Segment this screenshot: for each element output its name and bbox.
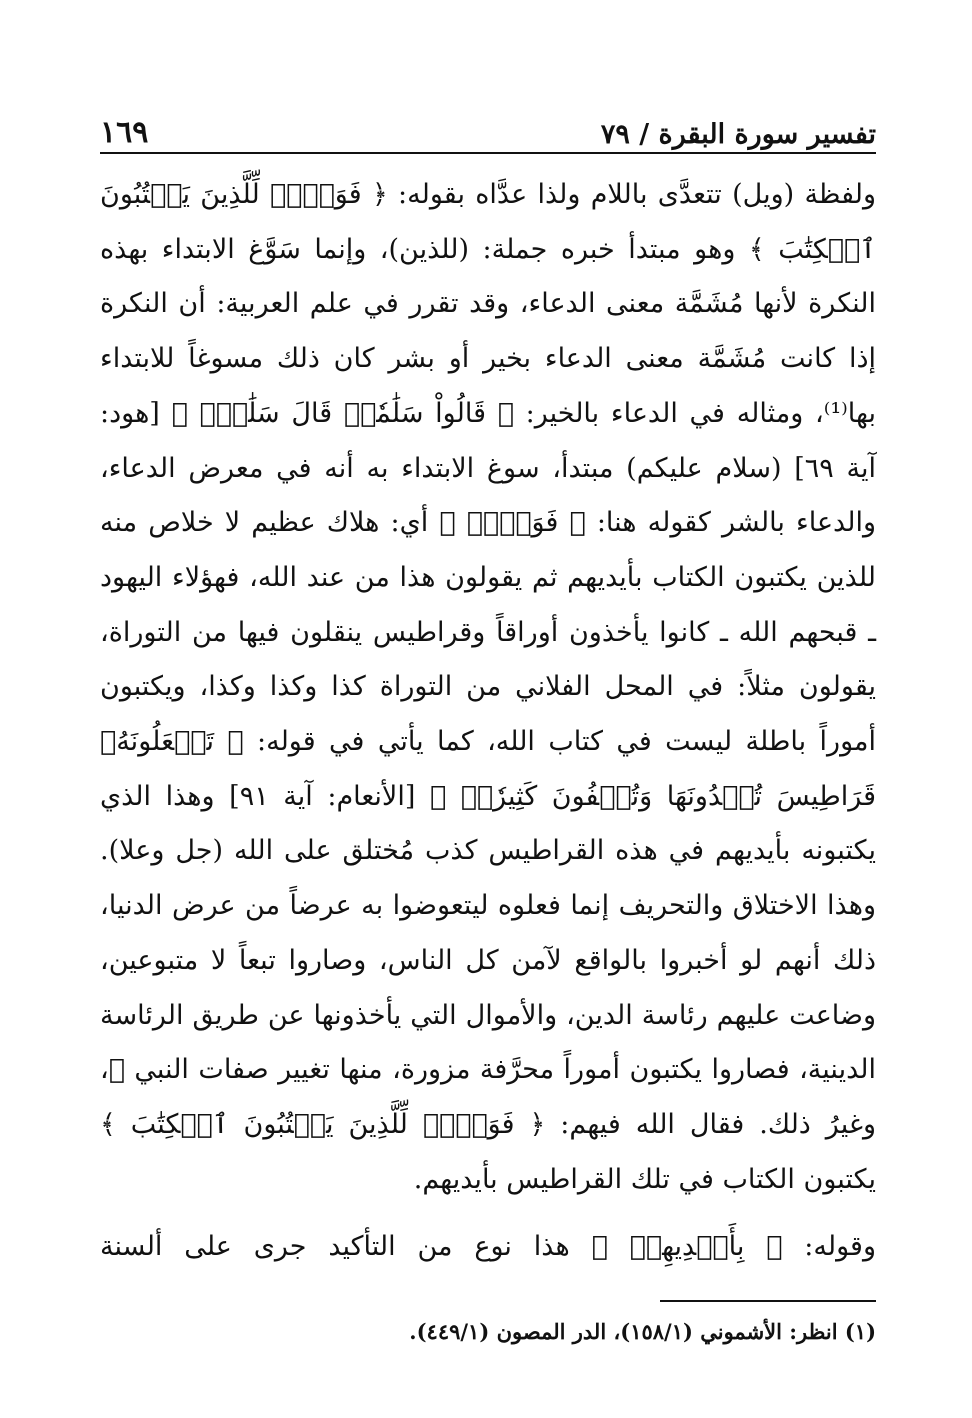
main-text bbox=[100, 168, 876, 1207]
paragraph-2: وقوله: ﴿ بِأَيۡدِيهِمۡ ﴾ هذا نوع من التأكيد جرى على ألسنة bbox=[100, 1231, 876, 1262]
page-header bbox=[100, 98, 876, 154]
paragraph-1: ولفظة (ويل) تتعدَّى باللام ولذا عدَّاه بقوله: ﴿ فَوَيۡلٞ لِّلَّذِينَ يَكۡتُبُونَ ٱلۡكِتَٰبَ ﴾ وهو مبتدأ خبره جملة: (للذين)، وإنما سَوَّغ الابتداء بهذه النكرة لأنها مُشَمَّة معنى الدعاء، وقد تقرر في علم العربية: أن النكرة إذا كانت مُشَمَّة معنى الدعاء بخير أو بشر كان ذلك مسوغاً للابتداء بها⁽¹⁾، ومثاله في الدعاء بالخير: ﴿ قَالُواْ سَلَٰمٗاۖ قَالَ سَلَٰمٞۖ ﴾ [هود: آية ٦٩] (سلام عليكم) مبتدأ، سوغ الابتداء به أنه في معرض الدعاء، والدعاء بالشر كقوله هنا: ﴿ فَوَيۡلٞ ﴾ أي: هلاك عظيم لا خلاص منه للذين يكتبون الكتاب بأيديهم ثم يقولون هذا من عند الله، فهؤلاء اليهود ـ قبحهم الله ـ كانوا يأخذون أوراقاً وقراطيس ينقلون فيها من التوراة، يقولون مثلاً: في المحل الفلاني من التوراة كذا وكذا وكذا، ويكتبون أموراً باطلة ليست في كتاب الله، كما يأتي في قوله: ﴿ تَجۡعَلُونَهُۥ قَرَاطِيسَ تُبۡدُونَهَا وَتُخۡفُونَ كَثِيرٗاۖ ﴾ [الأنعام: آية ٩١] وهذا الذي يكتبونه بأيديهم في هذه القراطيس كذب مُختلق على الله (جل وعلا). وهذا الاختلاق والتحريف إنما فعلوه ليتعوضوا به عرضاً من عرض الدنيا، ذلك أنهم لو أخبروا بالواقع لآمن كل الناس، وصاروا تبعاً لا متبوعين، وضاعت عليهم رئاسة الدين، والأموال التي يأخذونها عن طريق الرئاسة الدينية، فصاروا يكتبون أموراً محرَّفة مزورة، منها تغيير صفات النبي ﷺ، وغيرُ ذلك. فقال الله فيهم: ﴿ فَوَيۡلٞ لِّلَّذِينَ يَكۡتُبُونَ ٱلۡكِتَٰبَ ﴾ يكتبون الكتاب في تلك القراطيس بأيديهم. bbox=[100, 179, 877, 1195]
footnote-rule bbox=[660, 1300, 876, 1302]
footnote: (١) انظر: الأشموني (١٥٨/١)، الدر المصون (٤٤٩/١). bbox=[409, 1319, 876, 1344]
page-number: ١٦٩ bbox=[100, 115, 149, 150]
running-title: تفسير سورة البقرة / ٧٩ bbox=[600, 119, 876, 150]
header-rule bbox=[100, 152, 876, 154]
